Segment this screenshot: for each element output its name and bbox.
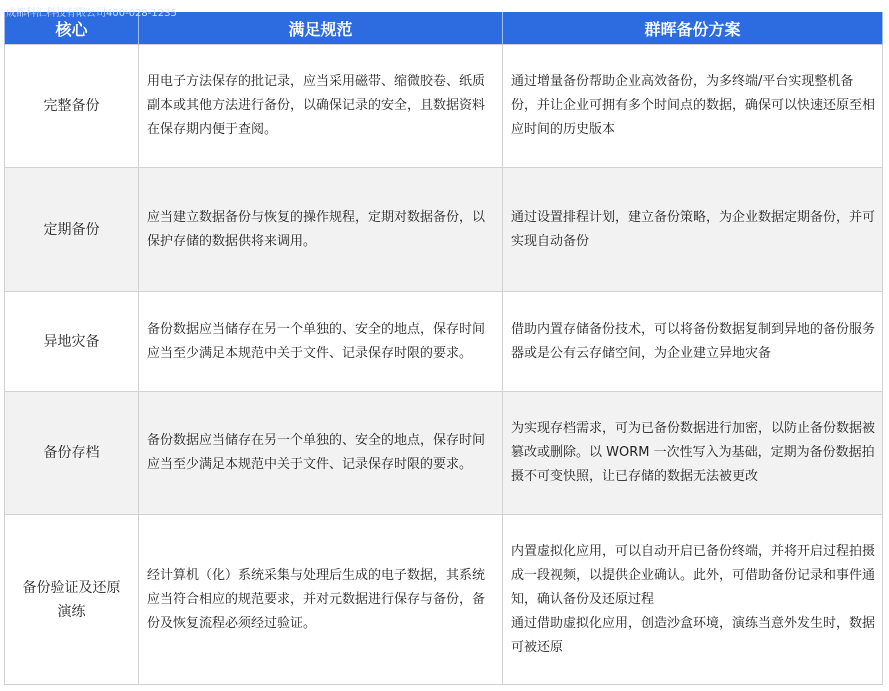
table-row: [5, 168, 883, 292]
table-row: [5, 45, 883, 168]
solution-cell: 通过增量备份帮助企业高效备份，为多终端/平台实现整机备份，并让企业可拥有多个时间点的数据，确保可以快速还原至相应时间的历史版本: [503, 45, 883, 168]
requirement-cell: 备份数据应当储存在另一个单独的、安全的地点，保存时间应当至少满足本规范中关于文件、记录保存时限的要求。: [139, 392, 503, 515]
requirement-cell: 用电子方法保存的批记录，应当采用磁带、缩微胶卷、纸质副本或其他方法进行备份，以确保记录的安全，且数据资料在保存期内便于查阅。: [139, 45, 503, 168]
core-cell: 定期备份: [5, 168, 139, 292]
table-row: [5, 392, 883, 515]
core-cell: 异地灾备: [5, 292, 139, 392]
header-solution: 群晖备份方案: [503, 12, 883, 45]
solution-paragraph: 内置虚拟化应用，可以自动开启已备份终端，并将开启过程拍摄成一段视频，以提供企业确认。此外，可借助备份记录和事件通知，确认备份及还原过程: [511, 543, 876, 607]
solution-paragraph: 通过借助虚拟化应用，创造沙盒环境，演练当意外发生时，数据可被还原: [511, 615, 876, 655]
solution-cell: 借助内置存储备份技术，可以将备份数据复制到异地的备份服务器或是公有云存储空间，为企业建立异地灾备: [503, 292, 883, 392]
solution-cell: 为实现存档需求，可为已备份数据进行加密，以防止备份数据被篡改或删除。以 WORM 一次性写入为基础，定期为备份数据拍摄不可变快照，让已存储的数据无法被更改: [503, 392, 883, 515]
core-cell: 备份存档: [5, 392, 139, 515]
header-core: 核心: [5, 12, 139, 45]
solution-cell: 通过设置排程计划，建立备份策略，为企业数据定期备份，并可实现自动备份: [503, 168, 883, 292]
table-row: [5, 292, 883, 392]
core-cell: [5, 515, 139, 685]
header-requirement: 满足规范: [139, 12, 503, 45]
requirement-cell: 经计算机（化）系统采集与处理后生成的电子数据，其系统应当符合相应的规范要求，并对元数据进行保存与备份，备份及恢复流程必须经过验证。: [139, 515, 503, 685]
comparison-table: [4, 12, 883, 685]
table-row: [5, 515, 883, 685]
core-line: 备份验证及还原: [22, 579, 121, 596]
core-line: 演练: [57, 603, 86, 620]
requirement-cell: 备份数据应当储存在另一个单独的、安全的地点，保存时间应当至少满足本规范中关于文件、记录保存时限的要求。: [139, 292, 503, 392]
watermark-text: 成都科汇科技有限公司400-028-1235: [6, 8, 177, 19]
requirement-cell: 应当建立数据备份与恢复的操作规程，定期对数据备份，以保护存储的数据供将来调用。: [139, 168, 503, 292]
solution-cell: [503, 515, 883, 685]
core-cell: 完整备份: [5, 45, 139, 168]
